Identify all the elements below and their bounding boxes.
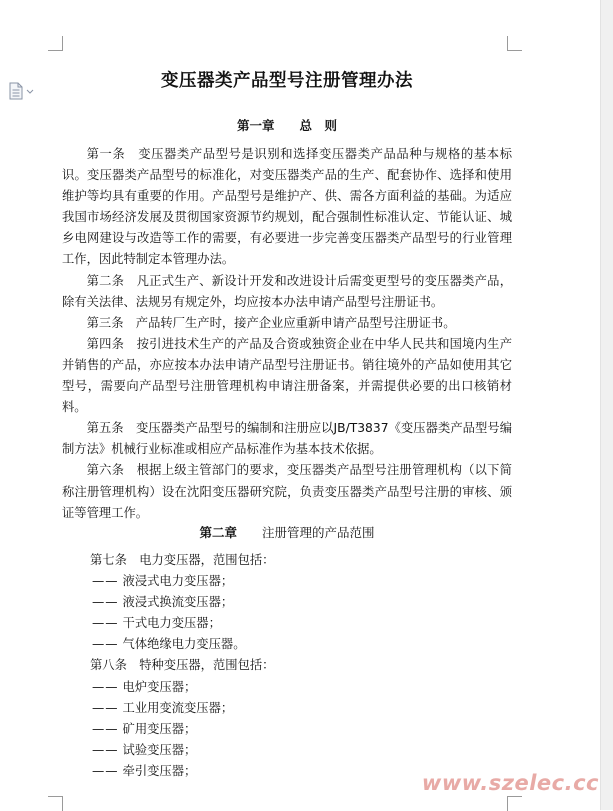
list-item: —— 电炉变压器； — [92, 679, 197, 694]
margin-mark-bottom-left — [48, 796, 63, 811]
article-8-heading: 第八条 特种变压器，范围包括： — [90, 658, 275, 673]
list-item: —— 矿用变压器； — [92, 721, 197, 736]
list-item: —— 试验变压器； — [92, 742, 197, 757]
chapter-2-body — [62, 550, 512, 782]
list-item: —— 液浸式电力变压器； — [92, 574, 234, 589]
chapter-1-title: 总 则 — [299, 118, 338, 133]
article-5: 第五条 变压器类产品型号的编制和注册应以JB/T3837《变压器类产品型号编制方法》机械行业标准或相应产品标准作为基本技术依据。 — [62, 421, 512, 457]
document-icon[interactable] — [7, 82, 37, 100]
vertical-scrollbar[interactable] — [600, 0, 613, 810]
document-content — [62, 68, 512, 778]
document-title: 变压器类产品型号注册管理办法 — [161, 71, 413, 91]
list-item: —— 工业用变流变压器； — [92, 700, 234, 715]
chapter-2-number: 第二章 — [199, 525, 237, 540]
article-7-heading: 第七条 电力变压器，范围包括： — [90, 553, 275, 567]
chapter-1-number: 第一章 — [236, 118, 275, 133]
list-item: —— 气体绝缘电力变压器。 — [92, 637, 246, 652]
article-1: 第一条 变压器类产品型号是识别和选择变压器类产品品种与规格的基本标识。变压器类产品型号的标准化，对变压器类产品的生产、配套协作、选择和使用维护等均具有重要的作用。产品型号是维护产、供、需各方面利益的基础。为适应我国市场经济发展及贯彻国家资源节约规划，配合强制性标准认定、节能认证、城乡电网建设与改造等工作的需要，有必要进一步完善变压器类产品型号的行业管理工作，因此特制定本管理办法。 — [62, 147, 512, 267]
margin-mark-top-left — [48, 36, 63, 51]
margin-mark-bottom-right — [507, 796, 522, 811]
chapter-1-body — [62, 144, 512, 524]
chapter-2-heading — [62, 523, 512, 541]
list-item: —— 牵引变压器； — [92, 763, 197, 778]
article-2: 第二条 凡正式生产、新设计开发和改进设计后需变更型号的变压器类产品，除有关法律、法规另有规定外，均应按本办法申请产品型号注册证书。 — [62, 273, 512, 309]
list-item: —— 干式电力变压器； — [92, 616, 221, 631]
article-6: 第六条 根据上级主管部门的要求，变压器类产品型号注册管理机构（以下简称注册管理机构）设在沈阳变压器研究院，负责变压器类产品型号注册的审核、颁证等管理工作。 — [62, 463, 512, 520]
margin-mark-top-right — [507, 36, 522, 51]
article-3: 第三条 产品转厂生产时，接产企业应重新申请产品型号注册证书。 — [86, 315, 456, 330]
chapter-2-title: 注册管理的产品范围 — [262, 525, 375, 540]
list-item: —— 液浸式换流变压器； — [92, 595, 234, 610]
chapter-1-heading — [62, 116, 512, 134]
watermark: www.szelec.cc — [421, 771, 599, 795]
article-4: 第四条 按引进技术生产的产品及合资或独资企业在中华人民共和国境内生产并销售的产品，亦应按本办法申请产品型号注册证书。销往境外的产品如使用其它型号，需要向产品型号注册管理机构申请注册备案，并需提供必要的出口核销材料。 — [62, 336, 512, 415]
